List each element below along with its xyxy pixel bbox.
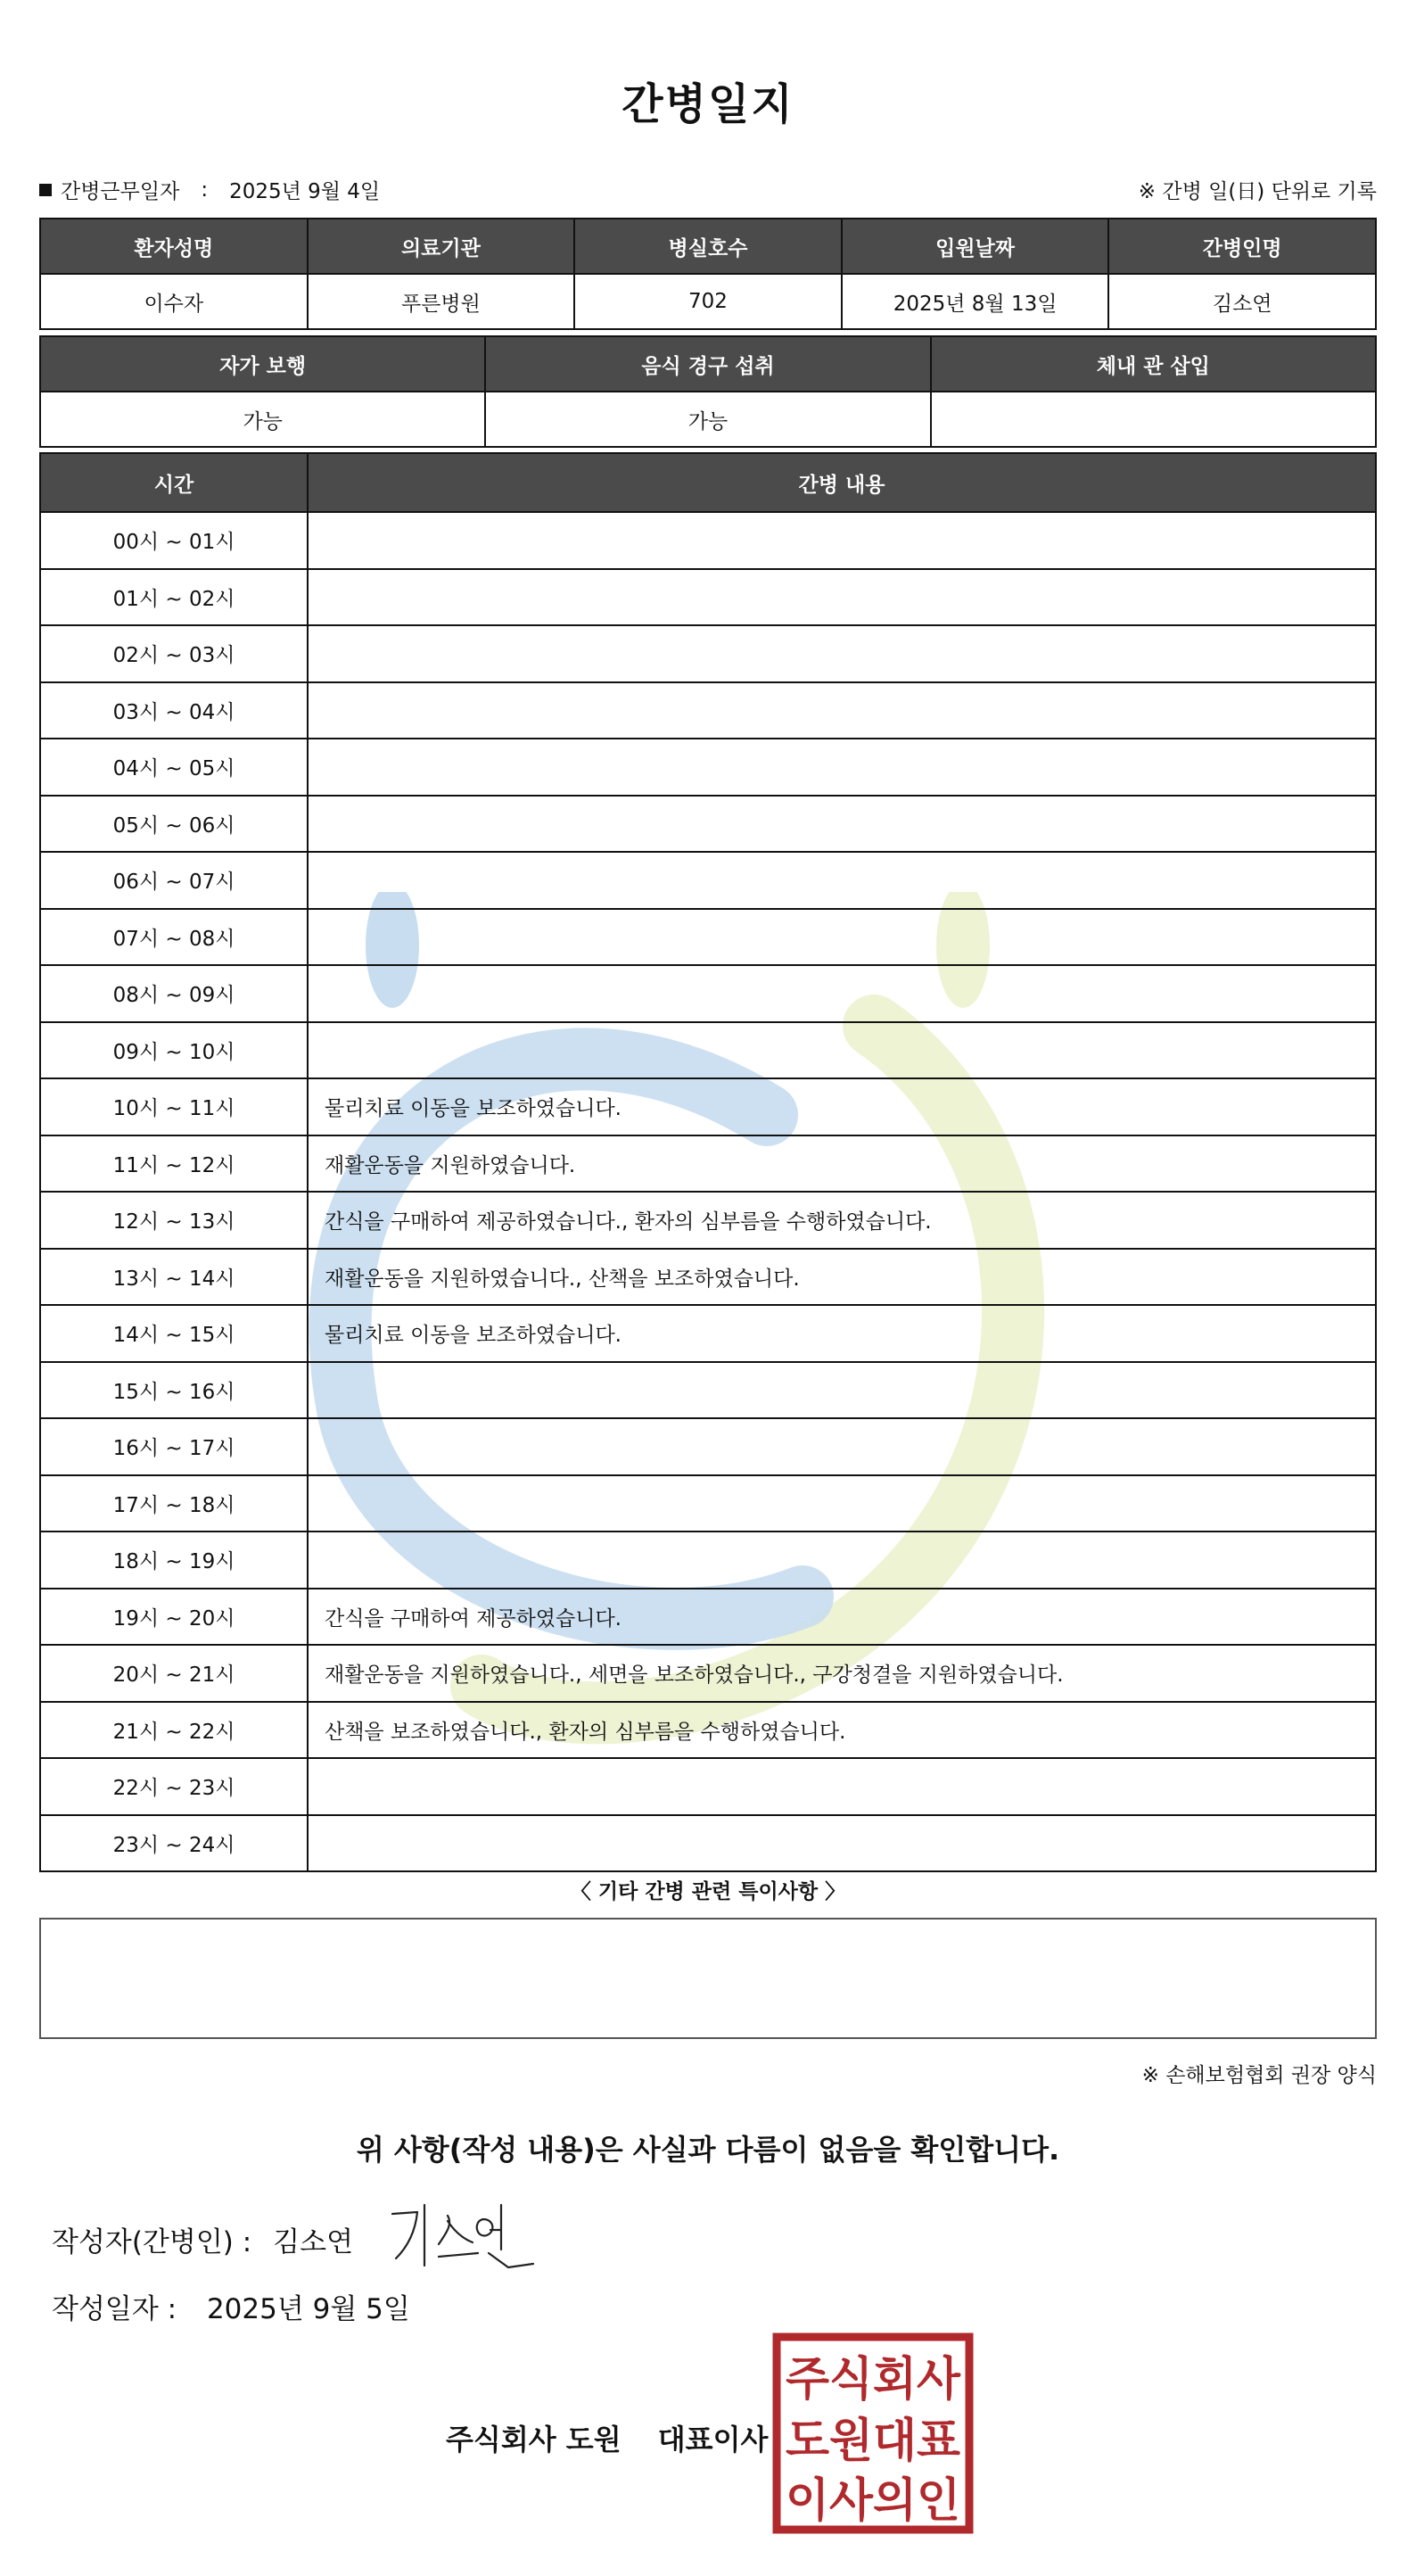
table-row (40, 1305, 1376, 1362)
write-date-row (52, 2286, 410, 2326)
table-row (40, 1022, 1376, 1079)
write-date-label: 작성일자 : (52, 2293, 177, 2325)
ceo-title: 대표이사 (657, 2423, 769, 2456)
time-slot: 06시 ~ 07시 (40, 852, 308, 909)
time-slot: 01시 ~ 02시 (40, 569, 308, 626)
care-content: 간식을 구매하여 제공하였습니다., 환자의 심부름을 수행하였습니다. (308, 1192, 1376, 1249)
table-row (40, 569, 1376, 626)
table-row (40, 1589, 1376, 1646)
table-row (40, 739, 1376, 796)
care-content (308, 1362, 1376, 1419)
writer-label: 작성자(간병인) : (52, 2226, 252, 2258)
company-signature-line (446, 2417, 768, 2458)
header-patient-name: 환자성명 (40, 219, 308, 274)
table-row (40, 625, 1376, 682)
work-date-label: 간병근무일자 (61, 180, 180, 203)
time-slot: 11시 ~ 12시 (40, 1135, 308, 1193)
table-row (40, 1532, 1376, 1589)
oral-intake-value: 가능 (485, 392, 930, 447)
daily-record-note: ※ 간병 일(日) 단위로 기록 (1138, 180, 1377, 203)
patient-name: 이수자 (40, 274, 308, 329)
caregiver-name: 김소연 (1108, 274, 1376, 329)
time-slot: 19시 ~ 20시 (40, 1589, 308, 1646)
notes-title: 〈 기타 간병 관련 특이사항 〉 (570, 1880, 846, 1903)
patient-status-table (39, 335, 1377, 448)
care-content (308, 512, 1376, 569)
header-caregiver: 간병인명 (1108, 219, 1376, 274)
room-number: 702 (574, 274, 842, 329)
header-time: 시간 (40, 453, 308, 512)
table-row (40, 1758, 1376, 1815)
tube-insertion-value (931, 392, 1376, 447)
care-content (308, 1022, 1376, 1079)
header-hospital: 의료기관 (308, 219, 575, 274)
meta-row (39, 171, 1377, 207)
time-slot: 14시 ~ 15시 (40, 1305, 308, 1362)
time-slot: 23시 ~ 24시 (40, 1815, 308, 1872)
company-seal-stamp (772, 2332, 974, 2534)
table-row (40, 682, 1376, 739)
care-content (308, 1475, 1376, 1532)
time-slot: 10시 ~ 11시 (40, 1078, 308, 1135)
recommended-form-note: ※ 손해보험협회 권장 양식 (1141, 2064, 1377, 2087)
svg-text:주식회사: 주식회사 (786, 2353, 961, 2407)
care-content: 재활운동을 지원하였습니다., 세면을 보조하였습니다., 구강청결을 지원하였습니다. (308, 1645, 1376, 1702)
table-row (40, 852, 1376, 909)
work-date-value: 2025년 9월 4일 (229, 180, 381, 203)
table-row (40, 909, 1376, 966)
header-care-content: 간병 내용 (308, 453, 1376, 512)
care-content (308, 1418, 1376, 1475)
time-slot: 22시 ~ 23시 (40, 1758, 308, 1815)
time-slot: 21시 ~ 22시 (40, 1702, 308, 1759)
care-content (308, 1532, 1376, 1589)
time-slot: 16시 ~ 17시 (40, 1418, 308, 1475)
table-row (40, 1645, 1376, 1702)
header-oral-intake: 음식 경구 섭취 (485, 336, 930, 392)
work-date (39, 175, 380, 204)
write-date-value: 2025년 9월 5일 (206, 2293, 410, 2325)
table-row (40, 1249, 1376, 1306)
time-slot: 20시 ~ 21시 (40, 1645, 308, 1702)
table-row (40, 1815, 1376, 1872)
confirmation-statement: 위 사항(작성 내용)은 사실과 다름이 없음을 확인합니다. (356, 2133, 1060, 2167)
care-content (308, 796, 1376, 853)
header-self-walking: 자가 보행 (40, 336, 485, 392)
handwritten-signature (383, 2194, 544, 2275)
care-content: 물리치료 이동을 보조하였습니다. (308, 1078, 1376, 1135)
care-content (308, 625, 1376, 682)
colon: : (201, 178, 209, 202)
header-admission-date: 입원날짜 (842, 219, 1109, 274)
table-row (40, 965, 1376, 1022)
table-row (40, 1418, 1376, 1475)
table-row (40, 796, 1376, 853)
care-content: 물리치료 이동을 보조하였습니다. (308, 1305, 1376, 1362)
table-row (40, 1135, 1376, 1193)
table-row (40, 1078, 1376, 1135)
time-slot: 15시 ~ 16시 (40, 1362, 308, 1419)
time-slot: 17시 ~ 18시 (40, 1475, 308, 1532)
care-content (308, 1815, 1376, 1872)
admission-date: 2025년 8월 13일 (842, 274, 1109, 329)
table-row (40, 1192, 1376, 1249)
care-log-body (40, 512, 1376, 1871)
time-slot: 07시 ~ 08시 (40, 909, 308, 966)
time-slot: 18시 ~ 19시 (40, 1532, 308, 1589)
company-name: 주식회사 도원 (446, 2423, 622, 2456)
care-content: 산책을 보조하였습니다., 환자의 심부름을 수행하였습니다. (308, 1702, 1376, 1759)
table-row (40, 512, 1376, 569)
svg-text:도원대표: 도원대표 (786, 2415, 960, 2468)
care-content (308, 1758, 1376, 1815)
notes-box (39, 1918, 1377, 2039)
writer-row (52, 2219, 353, 2259)
care-content (308, 739, 1376, 796)
care-content: 재활운동을 지원하였습니다. (308, 1135, 1376, 1193)
care-content: 간식을 구매하여 제공하였습니다. (308, 1589, 1376, 1646)
care-content (308, 965, 1376, 1022)
time-slot: 13시 ~ 14시 (40, 1249, 308, 1306)
time-slot: 08시 ~ 09시 (40, 965, 308, 1022)
time-slot: 12시 ~ 13시 (40, 1192, 308, 1249)
time-slot: 00시 ~ 01시 (40, 512, 308, 569)
page-title: 간병일지 (622, 79, 794, 129)
square-bullet-icon (39, 184, 52, 196)
care-content (308, 682, 1376, 739)
table-row (40, 1362, 1376, 1419)
svg-text:이사의인: 이사의인 (786, 2474, 960, 2528)
header-room: 병실호수 (574, 219, 842, 274)
self-walking-value: 가능 (40, 392, 485, 447)
care-content (308, 569, 1376, 626)
time-slot: 04시 ~ 05시 (40, 739, 308, 796)
writer-name: 김소연 (273, 2226, 354, 2258)
table-row (40, 1702, 1376, 1759)
table-row (40, 1475, 1376, 1532)
header-tube-insertion: 체내 관 삽입 (931, 336, 1376, 392)
time-slot: 09시 ~ 10시 (40, 1022, 308, 1079)
care-content (308, 852, 1376, 909)
time-slot: 03시 ~ 04시 (40, 682, 308, 739)
patient-info-table (39, 218, 1377, 330)
time-slot: 02시 ~ 03시 (40, 625, 308, 682)
care-content: 재활운동을 지원하였습니다., 산책을 보조하였습니다. (308, 1249, 1376, 1306)
care-content (308, 909, 1376, 966)
hospital: 푸른병원 (308, 274, 575, 329)
time-slot: 05시 ~ 06시 (40, 796, 308, 853)
care-log-table (39, 452, 1377, 1872)
